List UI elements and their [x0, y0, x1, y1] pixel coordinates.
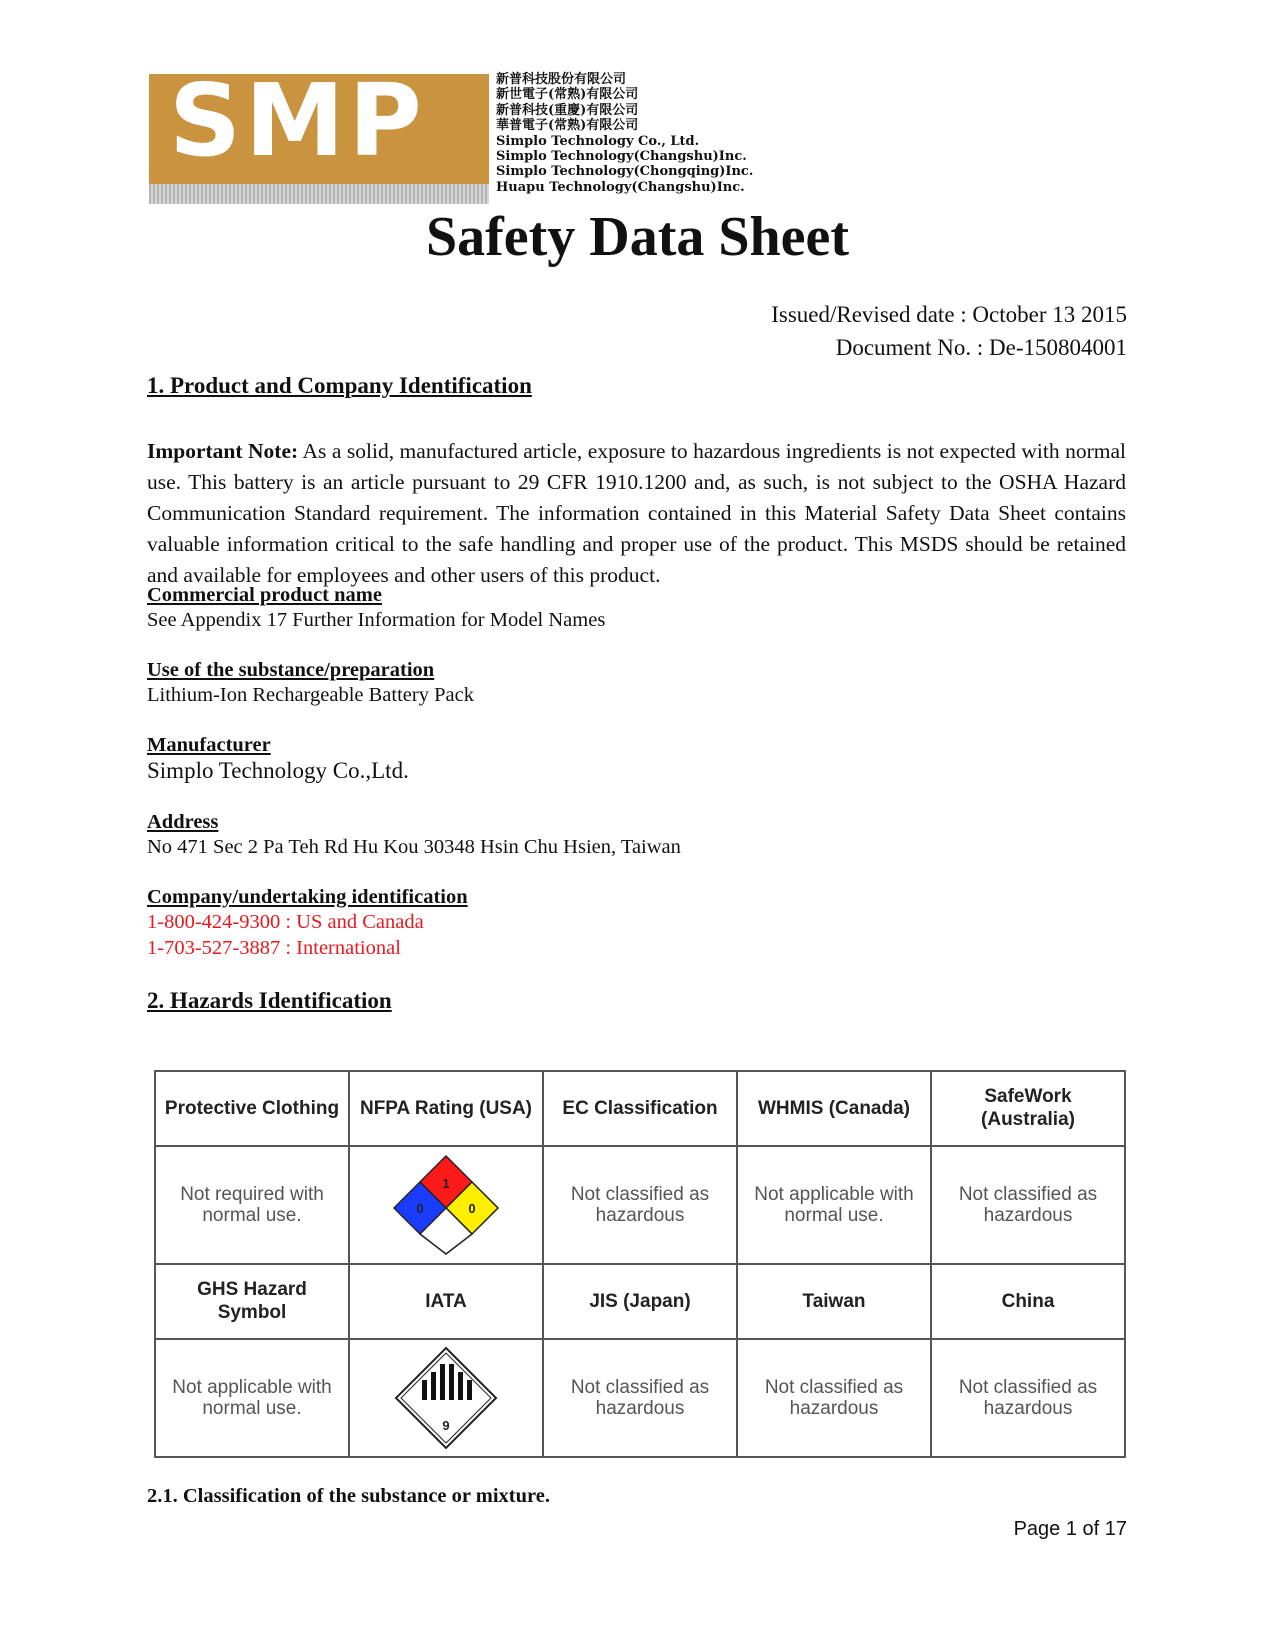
- use-value: Lithium-Ion Rechargeable Battery Pack: [147, 684, 474, 706]
- company-line: Huapu Technology(Changshu)Inc.: [496, 179, 745, 195]
- value-china: Not classified as hazardous: [931, 1339, 1125, 1457]
- header-ec-classification: EC Classification: [543, 1071, 737, 1146]
- product-name-value: See Appendix 17 Further Information for Model Names: [147, 609, 606, 631]
- important-note: [147, 436, 1126, 591]
- logo-mark: [149, 62, 489, 184]
- company-line: Simplo Technology Co., Ltd.: [496, 133, 700, 149]
- nfpa-cell: [349, 1146, 543, 1264]
- page-title: Safety Data Sheet: [425, 206, 850, 268]
- value-protective-clothing: Not required with normal use.: [155, 1146, 349, 1264]
- nfpa-diamond-icon: [391, 1153, 501, 1257]
- table-row: [155, 1339, 1125, 1457]
- value-ghs-hazard-symbol: Not applicable with normal use.: [155, 1339, 349, 1457]
- nfpa-flammability: 1: [442, 1175, 450, 1191]
- value-jis: Not classified as hazardous: [543, 1339, 737, 1457]
- phone-us[interactable]: 1-800-424-9300 : US and Canada: [147, 911, 424, 933]
- value-safework: Not classified as hazardous: [931, 1146, 1125, 1264]
- document-number: Document No. : De-150804001: [835, 335, 1127, 360]
- logo-bar: [149, 184, 489, 204]
- issued-date: Issued/Revised date : October 13 2015: [771, 302, 1127, 327]
- header-taiwan: Taiwan: [737, 1264, 931, 1339]
- company-line: 新世電子(常熟)有限公司: [496, 87, 639, 103]
- hazards-table: [154, 1070, 1126, 1458]
- address-value: No 471 Sec 2 Pa Teh Rd Hu Kou 30348 Hsin Chu Hsien, Taiwan: [147, 836, 681, 858]
- section-2-1-heading: 2.1. Classification of the substance or mixture.: [147, 1485, 550, 1507]
- logo-text: SMP: [169, 62, 426, 179]
- table-row: [155, 1264, 1125, 1339]
- header-protective-clothing: Protective Clothing: [155, 1071, 349, 1146]
- company-names: [496, 72, 753, 195]
- header-safework: SafeWork (Australia): [931, 1071, 1125, 1146]
- use-label: Use of the substance/preparation: [147, 659, 435, 681]
- value-ec-classification: Not classified as hazardous: [543, 1146, 737, 1264]
- phone-international[interactable]: 1-703-527-3887 : International: [147, 937, 401, 959]
- company-line: Simplo Technology(Chongqing)Inc.: [496, 164, 754, 180]
- section-1-heading: 1. Product and Company Identification: [147, 373, 532, 398]
- company-line: 新普科技股份有限公司: [496, 72, 627, 87]
- header-china: China: [931, 1264, 1125, 1339]
- table-row: [155, 1146, 1125, 1264]
- company-logo: [149, 62, 849, 204]
- iata-cell: [349, 1339, 543, 1457]
- nfpa-health: 0: [416, 1200, 424, 1216]
- address-label: Address: [147, 811, 219, 833]
- header-iata: IATA: [349, 1264, 543, 1339]
- header-jis: JIS (Japan): [543, 1264, 737, 1339]
- iata-class-number: 9: [442, 1417, 450, 1433]
- company-id-label: Company/undertaking identification: [147, 886, 468, 908]
- value-taiwan: Not classified as hazardous: [737, 1339, 931, 1457]
- header-nfpa-rating: NFPA Rating (USA): [349, 1071, 543, 1146]
- company-line: Simplo Technology(Changshu)Inc.: [496, 149, 747, 165]
- product-name-label: Commercial product name: [147, 584, 382, 606]
- header-ghs-hazard-symbol: GHS Hazard Symbol: [155, 1264, 349, 1339]
- page-number: Page 1 of 17: [1013, 1518, 1127, 1540]
- note-label: Important Note:: [147, 439, 299, 463]
- class-9-hazard-label-icon: [394, 1346, 498, 1450]
- value-whmis: Not applicable with normal use.: [737, 1146, 931, 1264]
- manufacturer-value: Simplo Technology Co.,Ltd.: [147, 758, 409, 783]
- company-line: 華普電子(常熟)有限公司: [496, 118, 639, 134]
- table-row: [155, 1071, 1125, 1146]
- company-line: 新普科技(重慶)有限公司: [496, 102, 639, 118]
- section-2-heading: 2. Hazards Identification: [147, 988, 392, 1013]
- note-text: As a solid, manufactured article, exposure to hazardous ingredients is not expected with normal use. This battery is an article pursuant to 29 CFR 1910.1200 and, as such, is not subject to the OSHA Hazard Communication Standard requirement. The information contained in this Material Safety Data Sheet contains valuable information critical to the safe handling and proper use of the product. This MSDS should be retained and available for employees and other users of this product.: [147, 439, 1127, 587]
- nfpa-reactivity: 0: [468, 1200, 476, 1216]
- header-whmis: WHMIS (Canada): [737, 1071, 931, 1146]
- manufacturer-label: Manufacturer: [147, 734, 271, 756]
